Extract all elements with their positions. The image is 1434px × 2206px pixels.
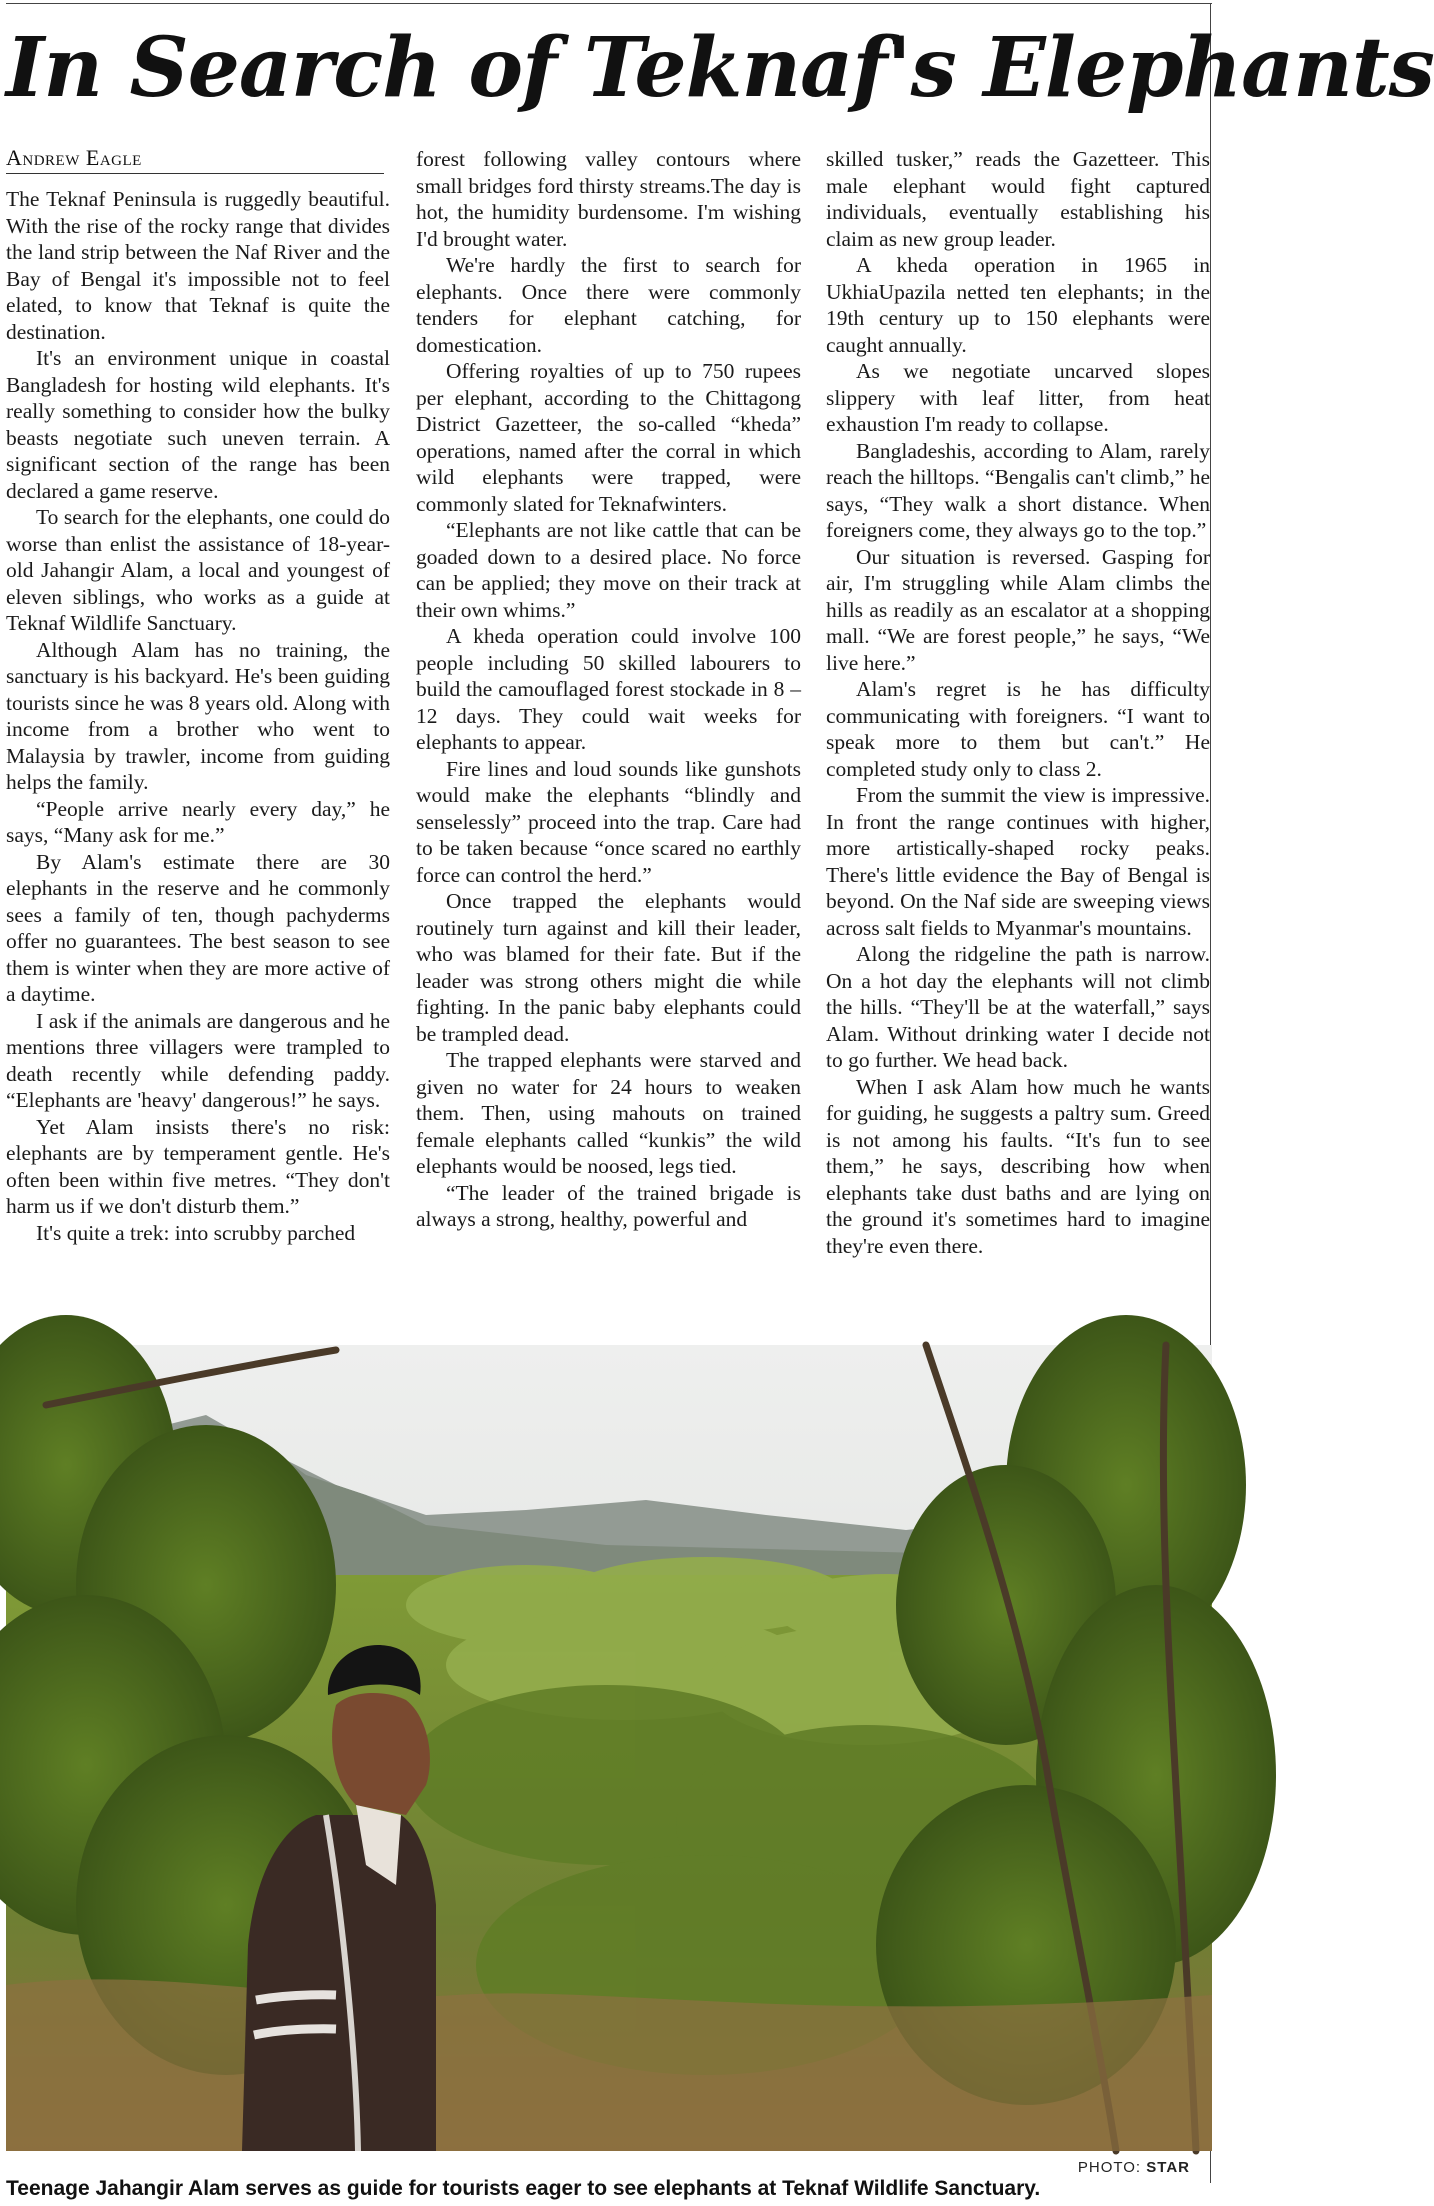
article-paragraph: skilled tusker,” reads the Gazetteer. This male elephant would fight captured individuals, eventually establishing his claim as new group leader.	[826, 147, 1210, 251]
photo-credit	[1078, 2159, 1190, 2176]
article-paragraph: By Alam's estimate there are 30 elephants in the reserve and he commonly sees a family of ten, though pachyderms offer no guarantees. The best season to see them is winter when they are more active of a daytime.	[6, 849, 390, 1006]
article-photo	[6, 1345, 1212, 2151]
article-paragraph: A kheda operation could involve 100 people including 50 skilled labourers to build the camouflaged forest stockade in 8 – 12 days. They could wait weeks for elephants to appear.	[416, 624, 801, 754]
article-paragraph: “People arrive nearly every day,” he says, “Many ask for me.”	[6, 796, 390, 847]
article-paragraph: Bangladeshis, according to Alam, rarely reach the hilltops. “Bengalis can't climb,” he says, “They walk a short distance. When foreigners come, they always go to the top.”	[826, 438, 1210, 542]
article-paragraph: Yet Alam insists there's no risk: elephants are by temperament gentle. He's often been within five metres. “They don't harm us if we don't disturb them.”	[6, 1114, 390, 1218]
article-paragraph: Although Alam has no training, the sanctuary is his backyard. He's been guiding tourists since he was 8 years old. Along with income from a brother who went to Malaysia by trawler, income from guiding helps the family.	[6, 637, 390, 794]
top-rule	[6, 3, 1212, 4]
article-paragraph: A kheda operation in 1965 in UkhiaUpazila netted ten elephants; in the 19th century up to 150 elephants were caught annually.	[826, 253, 1210, 357]
article-column-3	[826, 146, 1210, 1259]
article-paragraph: It's an environment unique in coastal Bangladesh for hosting wild elephants. It's really something to consider how the bulky beasts negotiate such uneven terrain. A significant section of the range has been declared a game reserve.	[6, 346, 390, 503]
article-paragraph: “The leader of the trained brigade is always a strong, healthy, powerful and	[416, 1180, 801, 1231]
article-paragraph: It's quite a trek: into scrubby parched	[36, 1220, 356, 1245]
photo-credit-source: STAR	[1146, 2159, 1190, 2176]
headline: In Search of Teknaf's Elephants	[6, 20, 1434, 116]
article-paragraph: To search for the elephants, one could do worse than enlist the assistance of 18-year-old Jahangir Alam, a local and youngest of eleven siblings, who works as a guide at Teknaf Wildlife Sanctuary.	[6, 505, 390, 635]
article-paragraph: “Elephants are not like cattle that can be goaded down to a desired place. No force can be applied; they move on their track at their own whims.”	[416, 518, 801, 622]
photo-credit-label: PHOTO:	[1077, 2159, 1142, 2176]
article-paragraph: Once trapped the elephants would routinely turn against and kill their leader, who was blamed for their fate. But if the leader was strong others might die while fighting. In the panic baby elephants could be trampled dead.	[416, 889, 801, 1046]
article-paragraph: The trapped elephants were starved and given no water for 24 hours to weaken them. Then, using mahouts on trained female elephants called “kunkis” the wild elephants would be noosed, legs tied.	[416, 1048, 801, 1178]
article-column-2	[416, 146, 801, 1233]
article-paragraph: From the summit the view is impressive. In front the range continues with higher, more artistically-shaped rocky peaks. There's little evidence the Bay of Bengal is beyond. On the Naf side are sweeping views across salt fields to Myanmar's mountains.	[826, 783, 1210, 940]
article-paragraph: When I ask Alam how much he wants for guiding, he suggests a paltry sum. Greed is not among his faults. “It's fun to see them,” he says, describing how when elephants take dust baths and are lying on the ground it's sometimes hard to imagine they're even there.	[826, 1074, 1210, 1258]
article-column-1	[6, 186, 390, 1246]
byline: Andrew Eagle	[6, 145, 384, 174]
article-paragraph: Our situation is reversed. Gasping for air, I'm struggling while Alam climbs the hills as readily as an escalator at a shopping mall. “We are forest people,” he says, “We live here.”	[826, 544, 1210, 675]
article-paragraph: As we negotiate uncarved slopes slippery with leaf litter, from heat exhaustion I'm ready to collapse.	[826, 359, 1210, 436]
photo-caption: Teenage Jahangir Alam serves as guide for tourists eager to see elephants at Teknaf Wildlife Sanctuary.	[6, 2177, 1041, 2200]
article-paragraph: Alam's regret is he has difficulty communicating with foreigners. “I want to speak more to them but can't.” He completed study only to class 2.	[826, 677, 1210, 781]
article-paragraph: We're hardly the first to search for elephants. Once there were commonly tenders for elephant catching, for domestication.	[416, 253, 801, 357]
article-paragraph: Along the ridgeline the path is narrow. On a hot day the elephants will not climb the hills. “They'll be at the waterfall,” says Alam. Without drinking water I decide not to go further. We head back.	[826, 942, 1210, 1072]
article-paragraph: forest following valley contours where small bridges ford thirsty streams.The day is hot, the humidity burdensome. I'm wishing I'd brought water.	[416, 147, 801, 251]
article-paragraph: The Teknaf Peninsula is ruggedly beautiful. With the rise of the rocky range that divides the land strip between the Naf River and the Bay of Bengal it's impossible not to feel elated, to know that Teknaf is quite the destination.	[6, 187, 390, 344]
article-paragraph: I ask if the animals are dangerous and he mentions three villagers were trampled to death recently while defending paddy. “Elephants are 'heavy' dangerous!” he says.	[6, 1008, 390, 1112]
article-paragraph: Offering royalties of up to 750 rupees per elephant, according to the Chittagong District Gazetteer, the so-called “kheda” operations, named after the corral in which wild elephants were trapped, were commonly slated for Teknafwinters.	[416, 359, 801, 516]
article-paragraph: Fire lines and loud sounds like gunshots would make the elephants “blindly and senselessly” proceed into the trap. Care had to be taken because “once scared no earthly force can control the herd.”	[416, 756, 801, 887]
